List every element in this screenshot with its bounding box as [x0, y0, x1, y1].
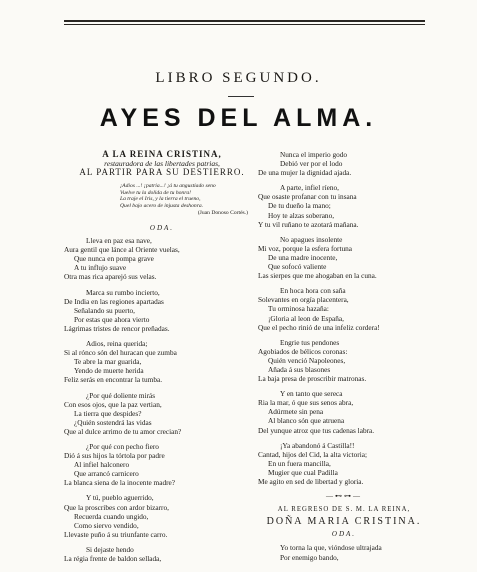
epigraph-line: Quel bajo acero de injusta deshonra.	[120, 202, 204, 209]
ornament-divider: —⊷⊶—	[326, 492, 362, 501]
verse-line: Al infiel halconero	[74, 460, 130, 470]
verse-line: Feliz serás en encontrar la tumba.	[64, 375, 163, 385]
poem-title: A LA REINA CRISTINA,	[102, 149, 222, 159]
verse-line: Adúrmete sin pena	[268, 407, 324, 417]
oda-label: ODA.	[149, 224, 175, 232]
verse-line: Como siervo vendido,	[74, 520, 139, 530]
stanza	[64, 545, 260, 563]
epigraph-line: La traje el Iris, y la tierra el trueno,	[120, 196, 201, 203]
verse-line: ¡Gloria al leon de España,	[268, 313, 344, 323]
verse-line: La blanca siena de la inocente madre?	[64, 478, 176, 488]
section-title: AYES DEL ALMA.	[99, 104, 378, 132]
epigraph-author: (Juan Donoso Cortés.)	[197, 209, 248, 216]
poem-title-line: DOÑA MARIA CRISTINA.	[266, 516, 422, 528]
verse-line: De tu dueño la mano;	[268, 201, 331, 211]
verse-line: Dió á sus hijos la tórtola por padre	[64, 451, 165, 461]
verse-line: Llevaste puño á su triunfante carro.	[64, 529, 168, 539]
stanza	[64, 236, 260, 281]
verse-line: En un fuera mancilla,	[268, 458, 331, 468]
verse-line: De una mujer la dignidad ajada.	[258, 168, 352, 178]
verse-line: Que el pecho rinió de una infeliz cordera!	[258, 322, 380, 332]
verse-line: Y tu vil ruñano te azotará mañana.	[258, 219, 359, 229]
verse-line: Debió ver por el lodo	[280, 159, 343, 169]
stanza	[64, 391, 260, 436]
verse-line: Al blanco són que atruena	[268, 416, 345, 426]
oda-label: ODA.	[331, 530, 357, 539]
stanza	[64, 493, 260, 538]
verse-line: La tierra que despides?	[74, 408, 142, 418]
verse-line: Tu orminosa hazaña:	[268, 304, 329, 314]
stanza	[64, 288, 260, 333]
verse-line: No apagues insolente	[280, 234, 343, 244]
verse-line: ¡Ya abandonó á Castilla!!	[280, 440, 355, 450]
verse-line: Señalando su puerto,	[74, 305, 135, 315]
stanza	[258, 338, 430, 383]
poem-title: AL REGRESO DE S. M. LA REINA,	[277, 506, 411, 514]
epigraph-line: ¡Adios ...! ¡patria...! ¡á tu angustiado seno	[120, 183, 216, 190]
verse-line: Con esos ojos, que la paz vertian,	[64, 399, 162, 409]
verse-line: Que arrancó carnicero	[74, 469, 139, 479]
verse-line: Las sierpes que me ahogaban en la cuna.	[258, 271, 377, 281]
title-divider	[228, 96, 254, 97]
verse-line: ¿Por qué doliente mirás	[86, 390, 156, 400]
verse-line: Aura gentil que lánce al Oriente vuelas,	[64, 245, 180, 255]
verse-line: En hoca hora con saña	[280, 286, 346, 296]
verse-line: Ria la mar, ó que sus senos abra,	[258, 398, 354, 408]
verse-line: Si al rónco són del huracan que zumba	[64, 348, 177, 358]
stanza	[258, 150, 430, 177]
verse-line: Solevantes en orgía placentera,	[258, 295, 349, 305]
top-rule-thin	[64, 24, 425, 25]
verse-line: Quién venció Napoleones,	[268, 355, 346, 365]
verse-line: Engrie tus pendones	[280, 337, 340, 347]
poem-title-line: AL PARTIR PARA SU DESTIERRO.	[79, 167, 245, 178]
stanza	[258, 441, 430, 486]
stanza	[258, 235, 430, 280]
verse-line: Otra mas rica aparejó sus velas.	[64, 272, 157, 282]
verse-line: Mugier que cual Padilla	[268, 467, 338, 477]
verse-line: A parte, infiel ríeno,	[280, 183, 339, 193]
stanza	[258, 389, 430, 434]
left-column	[64, 150, 260, 569]
verse-line: Yendo de muerte herida	[74, 366, 144, 376]
verse-line: La baja presa de proscribir matronas.	[258, 374, 367, 384]
epigraph	[64, 183, 260, 209]
stanza	[258, 183, 430, 228]
verse-line: De una madre inocente,	[268, 252, 338, 262]
verse-line: La régia frente de baldon sellada,	[64, 554, 162, 563]
stanza	[258, 286, 430, 331]
book-title: LIBRO SEGUNDO.	[155, 70, 322, 86]
verse-line: Si dejaste hendo	[86, 544, 134, 554]
verse-line: Que al dulce arrimo de tu amor crecian?	[64, 426, 182, 436]
verse-line: Que la proscribes con ardor bizarro,	[64, 502, 169, 512]
verse-line: Del yunque atroz que tus cadenas labra.	[258, 425, 375, 435]
verse-line: Agobiados de bélicos coronas:	[258, 346, 348, 356]
verse-line: Lleva en paz esa nave,	[86, 236, 152, 246]
verse-line: Y en tanto que sereca	[280, 389, 343, 399]
verse-line: Marca su rumbo incierto,	[86, 287, 160, 297]
verse-line: Me agito en sed de libertad y gloria.	[258, 477, 364, 486]
verse-line: Recuerda cuando ungido,	[74, 511, 149, 521]
verse-line: Que osaste profanar con tu insana	[258, 192, 357, 202]
verse-line: Que nunca en pompa grave	[74, 254, 154, 264]
verse-line: Añada á sus blasones	[268, 364, 331, 374]
verse-line: Nunca el imperio godo	[280, 150, 348, 159]
verse-line: Por enemigo bando,	[280, 552, 339, 562]
verse-line: Cantad, hijos del Cid, la alta victoria;	[258, 449, 368, 459]
verse-line: Por estas que ahora vierto	[74, 314, 150, 324]
poem-subtitle: restauradora de las libertades patrias,	[104, 159, 220, 169]
epigraph-line: Vuelve tu la dolida de tu honra!	[120, 189, 192, 196]
stanza	[64, 339, 260, 384]
right-column	[258, 150, 430, 562]
verse-line: ¿Quién sostendrá las vidas	[74, 417, 152, 427]
verse-line: A tu influjo suave	[74, 263, 127, 273]
stanza	[64, 442, 260, 487]
verse-line: Y tú, pueblo aguerrido,	[86, 493, 154, 503]
verse-line: Lágrimas tristes de rencor preñadas.	[64, 323, 170, 333]
verse-line: Mi voz, porque la esfera fortuna	[258, 243, 353, 253]
verse-line: Te abre la mar guarida,	[74, 357, 142, 367]
verse-line: Que sofocó valiente	[268, 262, 327, 272]
verse-line: ¿Por qué con pecho fiero	[86, 441, 159, 451]
verse-line: De India en las regiones apartadas	[64, 296, 164, 306]
verse-line: Hoy te alzas soberano,	[268, 210, 335, 220]
verse-line: Yo torna la que, vióndose ultrajada	[280, 543, 382, 553]
verse-line: Adios, reina querida;	[86, 339, 148, 349]
top-rule	[64, 20, 425, 22]
